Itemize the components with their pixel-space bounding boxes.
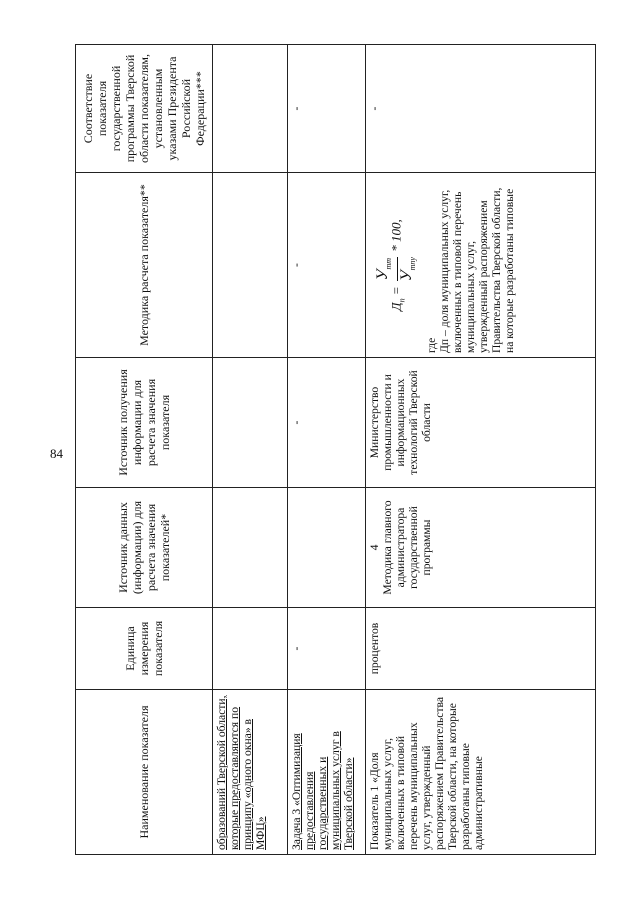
table-row xyxy=(366,45,596,855)
row1-source-data xyxy=(213,488,288,608)
header-source-data: Источник данных (информации) для расчета значения показателей* xyxy=(76,488,213,608)
row3-compliance: - xyxy=(366,45,596,173)
rotated-table-container xyxy=(75,45,595,855)
indicators-table xyxy=(75,44,596,855)
row1-name: образований Тверской области, которые предоставляются по принципу «одного окна» в МФЦ» xyxy=(213,690,288,855)
row3-method xyxy=(366,173,596,358)
table-row xyxy=(213,45,288,855)
header-method: Методика расчета показателя** xyxy=(76,173,213,358)
row2-method: - xyxy=(288,173,366,358)
row2-unit: - xyxy=(288,608,366,690)
header-name: Наименование показателя xyxy=(76,690,213,855)
row3-name: Показатель 1 «Доля муниципальных услуг, включенных в типовой перечень муниципальных услуг, утвержденный распоряжением Правительства Тверской области, на которые разработаны типовые административные xyxy=(366,690,596,855)
row2-compliance: - xyxy=(288,45,366,173)
row1-source-info xyxy=(213,358,288,488)
formula-fraction: $У_{тт}$ $У_{тпу}$ xyxy=(374,257,418,282)
row2-name: Задача 3 «Оптимизация предоставления государственных и муниципальных услуг в Тверской области» xyxy=(288,690,366,855)
row3-source-info: Министерство промышленности и информационных технологий Тверской области xyxy=(366,358,596,488)
row2-source-info: - xyxy=(288,358,366,488)
row3-unit: процентов xyxy=(366,608,596,690)
header-unit: Единица измерения показателя xyxy=(76,608,213,690)
formula-explanation: Дп – доля муниципальных услуг, включенных в типовой перечень муниципальных услуг, утвержденный распоряжением Правительства Тверской области, на которые разработаны типовые xyxy=(438,187,517,353)
header-row xyxy=(76,45,213,855)
header-source-info: Источник получения информации для расчета значения показателя xyxy=(76,358,213,488)
share-formula: $Д_п$ = $У_{тт}$ $У_{тпу}$ * 100, xyxy=(368,177,425,353)
row3-source-data-text: Методика главного администратора государственной программы xyxy=(381,500,433,595)
row1-method xyxy=(213,173,288,358)
formula-where: где xyxy=(425,337,439,353)
row3-source-data xyxy=(366,488,596,608)
page-number: 84 xyxy=(50,446,63,461)
header-compliance: Соответствие показателя государственной программы Тверской области показателям, установленным указами Президента Российской Федерации*** xyxy=(76,45,213,173)
row1-unit xyxy=(213,608,288,690)
row1-compliance xyxy=(213,45,288,173)
row3-source-data-number: 4 xyxy=(368,544,381,551)
row2-source-data xyxy=(288,488,366,608)
table-row xyxy=(288,45,366,855)
